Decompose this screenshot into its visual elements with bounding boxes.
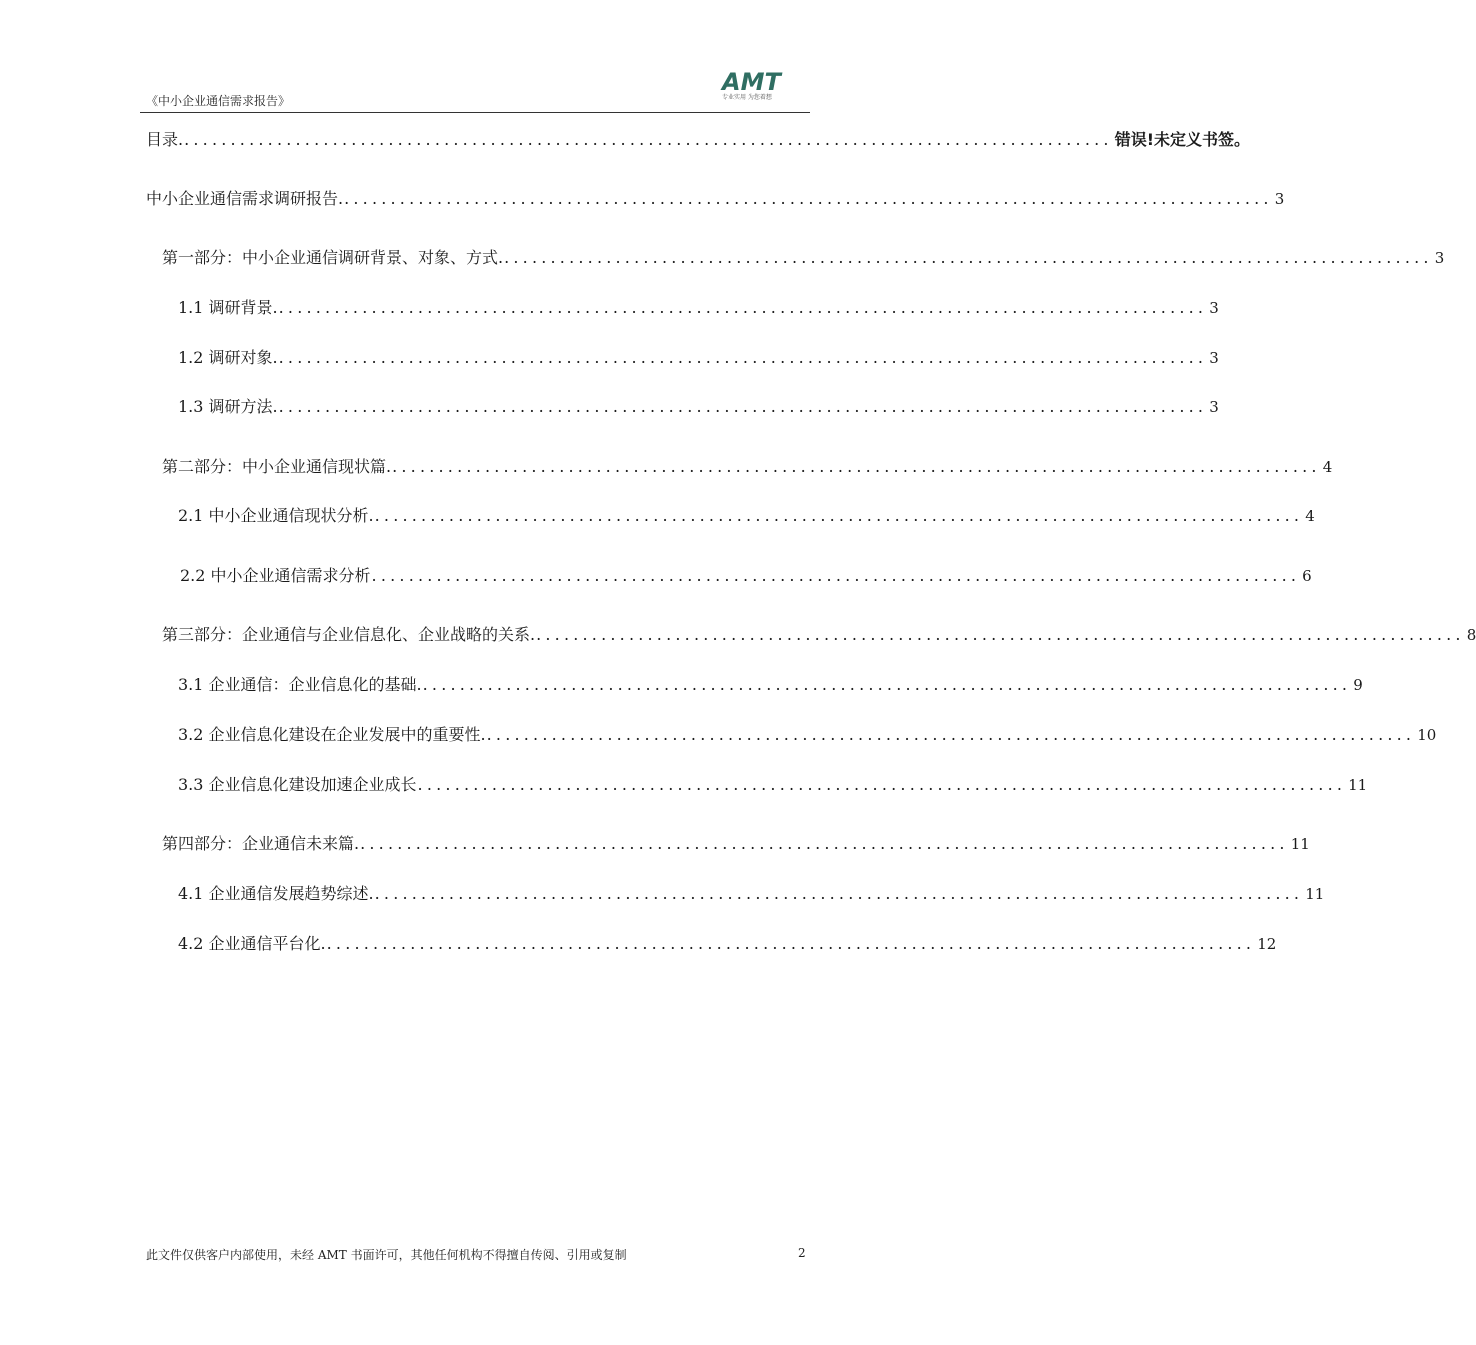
toc-leader-dots: .................................................................................................... (392, 457, 1321, 476)
toc-entry-3-3[interactable] (178, 774, 1368, 796)
toc-entry-1-3[interactable] (178, 396, 1219, 418)
toc-entry-part-3[interactable] (162, 624, 1476, 646)
toc-entry-text: 3.3 企业信息化建设加速企业成长 (178, 775, 417, 794)
toc-leader-dots: .................................................................................................... (536, 625, 1465, 644)
toc-leader-dots: .................................................................................................... (278, 348, 1208, 367)
logo-tagline: 专业实用 为您着想 (722, 94, 772, 101)
toc-leader-dots: .................................................................................................... (422, 675, 1352, 694)
toc-page-number: 9 (1353, 676, 1363, 694)
toc-page-number: 8 (1466, 626, 1476, 644)
toc-page-number: 3 (1209, 299, 1219, 317)
logo-mark: AMT (722, 68, 781, 96)
toc-entry-2-2[interactable] (180, 565, 1312, 587)
toc-page-number: 4 (1305, 507, 1315, 525)
toc-leader-dots: .................................................................................................... (504, 248, 1433, 267)
toc-entry-part-1[interactable] (162, 247, 1445, 269)
toc-entry-4-2[interactable] (178, 933, 1277, 955)
toc-page-number: 11 (1305, 885, 1325, 903)
toc-page-number: 4 (1322, 458, 1333, 476)
toc-entry-text: 目录. (146, 130, 184, 149)
toc-leader-dots: .................................................................................................... (417, 775, 1347, 794)
toc-entry-part-2[interactable] (162, 456, 1333, 478)
toc-entry-text: 2.2 中小企业通信需求分析 (180, 566, 371, 585)
toc-entry-part-4[interactable] (162, 833, 1310, 855)
toc-entry-text: 3.2 企业信息化建设在企业发展中的重要性. (178, 725, 486, 744)
toc-entry-text: 1.3 调研方法. (178, 397, 278, 416)
page-number: 2 (798, 1246, 806, 1260)
toc-leader-dots: .................................................................................................... (184, 130, 1113, 149)
toc-leader-dots: .................................................................................................... (360, 834, 1289, 853)
toc-leader-dots: .................................................................................................... (486, 725, 1416, 744)
toc-entry-report[interactable] (146, 188, 1285, 210)
toc-entry-text: 4.1 企业通信发展趋势综述. (178, 884, 374, 903)
toc-page-number: 6 (1302, 567, 1312, 585)
confidentiality-notice: 此文件仅供客户内部使用，未经 AMT 书面许可，其他任何机构不得擅自传阅、引用或复制 (146, 1248, 627, 1262)
toc-page-number: 3 (1434, 249, 1445, 267)
toc-page-number: 12 (1257, 935, 1277, 953)
toc-entry-text: 4.2 企业通信平台化. (178, 934, 326, 953)
toc-page-number: 3 (1274, 190, 1285, 208)
amt-logo (722, 70, 790, 106)
toc-page-number: 3 (1209, 398, 1219, 416)
toc-entry-text: 第一部分：中小企业通信调研背景、对象、方式. (162, 248, 504, 267)
toc-entry-contents[interactable] (146, 129, 1250, 151)
toc-entry-text: 第三部分：企业通信与企业信息化、企业战略的关系. (162, 625, 536, 644)
toc-leader-dots: .................................................................................................... (371, 566, 1301, 585)
toc-leader-dots: .................................................................................................... (374, 884, 1304, 903)
toc-entry-text: 1.2 调研对象. (178, 348, 278, 367)
document-title: 《中小企业通信需求报告》 (146, 94, 291, 108)
toc-page-error: 错误!未定义书签。 (1114, 130, 1250, 149)
toc-entry-2-1[interactable] (178, 505, 1315, 527)
toc-entry-1-1[interactable] (178, 297, 1219, 319)
toc-entry-text: 中小企业通信需求调研报告. (146, 189, 344, 208)
toc-page-number: 10 (1417, 726, 1437, 744)
toc-leader-dots: .................................................................................................... (374, 506, 1304, 525)
toc-page-number: 3 (1209, 349, 1219, 367)
toc-entry-3-1[interactable] (178, 674, 1363, 696)
toc-entry-text: 2.1 中小企业通信现状分析. (178, 506, 374, 525)
toc-entry-text: 第二部分：中小企业通信现状篇. (162, 457, 392, 476)
toc-leader-dots: .................................................................................................... (278, 298, 1208, 317)
toc-leader-dots: .................................................................................................... (278, 397, 1208, 416)
toc-entry-4-1[interactable] (178, 883, 1325, 905)
toc-entry-text: 3.1 企业通信：企业信息化的基础. (178, 675, 422, 694)
toc-entry-text: 第四部分：企业通信未来篇. (162, 834, 360, 853)
toc-page-number: 11 (1290, 835, 1310, 853)
header-divider (140, 112, 810, 113)
toc-entry-1-2[interactable] (178, 347, 1219, 369)
toc-leader-dots: .................................................................................................... (344, 189, 1273, 208)
toc-entry-text: 1.1 调研背景. (178, 298, 278, 317)
toc-leader-dots: .................................................................................................... (326, 934, 1256, 953)
toc-page-number: 11 (1348, 776, 1368, 794)
toc-entry-3-2[interactable] (178, 724, 1437, 746)
